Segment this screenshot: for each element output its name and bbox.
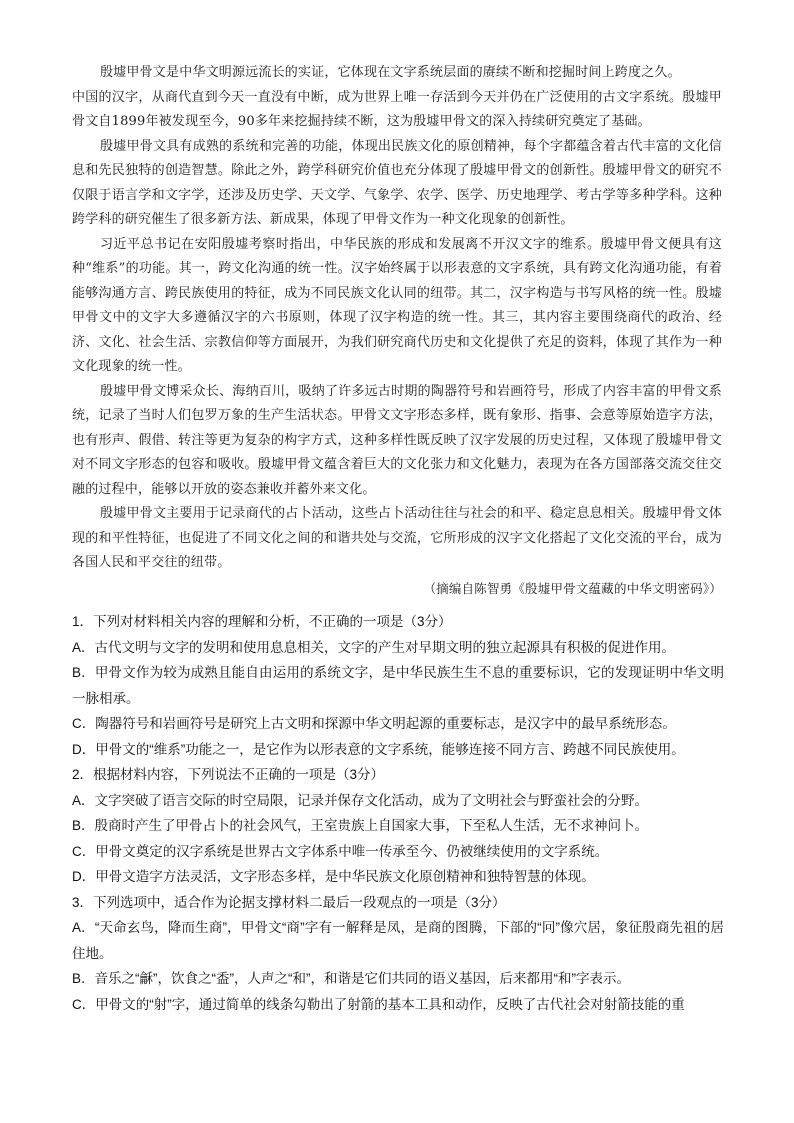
question-1 [72,609,724,762]
question-3 [72,890,724,1018]
question-stem: 1．下列对材料相关内容的理解和分析，不正确的一项是（3分） [72,614,452,629]
material-paragraph-5: 殷墟甲骨文博采众长、海纳百川，吸纳了许多远古时期的陶器符号和岩画符号，形成了内容丰富的甲骨文系统，记录了当时人们包罗万象的生产生活状态。甲骨文文字形态多样，既有象形、指事、会意等原始造字方法，也有形声、假借、转注等更为复杂的构字方式，这种多样性既反映了汉字发展的历史过程，又体现了殷墟甲骨文对不同文字形态的包容和吸收。殷墟甲骨文蕴含着巨大的文化张力和文化魅力，表现为在各方国部落交流交往交融的过程中，能够以开放的姿态兼收并蓄外来文化。 [72,383,722,497]
option-c: C．甲骨文的“射”字，通过简单的线条勾勒出了射箭的基本工具和动作，反映了古代社会对射箭技能的重 [72,996,685,1012]
option-c: C．甲骨文奠定的汉字系统是世界古文字体系中唯一传承至今、仍被继续使用的文字系统。 [72,843,609,859]
question-2 [72,762,724,890]
option-a: A．古代文明与文字的发明和使用息息相关，文字的产生对早期文明的独立起源具有积极的促进作用。 [72,639,676,655]
material-source-citation: （摘编自陈智勇《殷墟甲骨文蕴藏的中华文明密码》） [423,580,722,596]
option-d: D．甲骨文造字方法灵活，文字形态多样，是中华民族文化原创精神和独特智慧的体现。 [72,869,595,884]
material-paragraph-6: 殷墟甲骨文主要用于记录商代的占卜活动，这些占卜活动往往与社会的和平、稳定息息相关。殷墟甲骨文体现的和平性特征，也促进了不同文化之间的和谐共处与交流，它所形成的汉字文化搭起了文化交流的平台，成为各国人民和平交往的纽带。 [72,506,722,570]
question-stem: 2．根据材料内容，下列说法不正确的一项是（3分） [72,767,385,782]
material-paragraph-1: 殷墟甲骨文是中华文明源远流长的实证，它体现在文字系统层面的赓续不断和挖掘时间上跨度之久。 [100,65,681,80]
question-list [72,609,724,1017]
option-c: C．陶器符号和岩画符号是研究上古文明和探源中华文明起源的重要标志，是汉字中的最早系统形态。 [72,716,676,731]
option-b: B．殷商时产生了甲骨占卜的社会风气，王室贵族上自国家大事，下至私人生活，无不求神问卜。 [72,818,649,833]
material-paragraph-3: 殷墟甲骨文具有成熟的系统和完善的功能，体现出民族文化的原创精神，每个字都蕴含着古代丰富的文化信息和先民独特的创造智慧。除此之外，跨学科研究价值也充分体现了殷墟甲骨文的创新性。殷墟甲骨文的研究不仅限于语言学和文字学，还涉及历史学、天文学、气象学、农学、医学、历史地理学、考古学等多种学科。这种跨学科的研究催生了很多新方法、新成果，体现了甲骨文作为一种文化现象的创新性。 [72,138,722,227]
material-paragraph-2: 中国的汉字，从商代直到今天一直没有中断，成为世界上唯一存活到今天并仍在广泛使用的古文字系统。殷墟甲骨文自1899年被发现至今，90多年来挖掘持续不断，这为殷墟甲骨文的深入持续研究奠定了基础。 [72,89,722,129]
option-b: B．甲骨文作为较为成熟且能自由运用的系统文字，是中华民族生生不息的重要标识，它的发现证明中华文明一脉相承。 [72,665,724,706]
reading-material [72,61,722,602]
option-a: A．文字突破了语言交际的时空局限，记录并保存文化活动，成为了文明社会与野蛮社会的分野。 [72,792,649,808]
question-stem: 3．下列选项中，适合作为论据支撑材料二最后一段观点的一项是（3分） [72,894,506,910]
option-a: A．“天命玄鸟，降而生商”，甲骨文“商”字有一解释是凤，是商的图腾，下部的“冋”像穴居，象征殷商先祖的居住地。 [72,920,724,961]
option-b: B．音乐之“龢”，饮食之“盉”，人声之“和”，和谐是它们共同的语义基因，后来都用“和”字表示。 [72,971,630,986]
material-paragraph-4: 习近平总书记在安阳殷墟考察时指出，中华民族的形成和发展离不开汉文字的维系。殷墟甲骨文便具有这种“维系”的功能。其一，跨文化沟通的统一性。汉字始终属于以形表意的文字系统，具有跨文化沟通功能，有着能够沟通方言、跨民族使用的特征，成为不同民族文化认同的纽带。其二，汉字构造与书写风格的统一性。殷墟甲骨文中的文字大多遵循汉字的六书原则，体现了汉字构造的统一性。其三，其内容主要围绕商代的政治、经济、文化、社会生活、宗教信仰等方面展开，为我们研究商代历史和文化提供了充足的资料，体现了其作为一种文化现象的统一性。 [72,236,722,374]
option-d: D．甲骨文的“维系”功能之一，是它作为以形表意的文字系统，能够连接不同方言、跨越不同民族使用。 [72,741,685,757]
